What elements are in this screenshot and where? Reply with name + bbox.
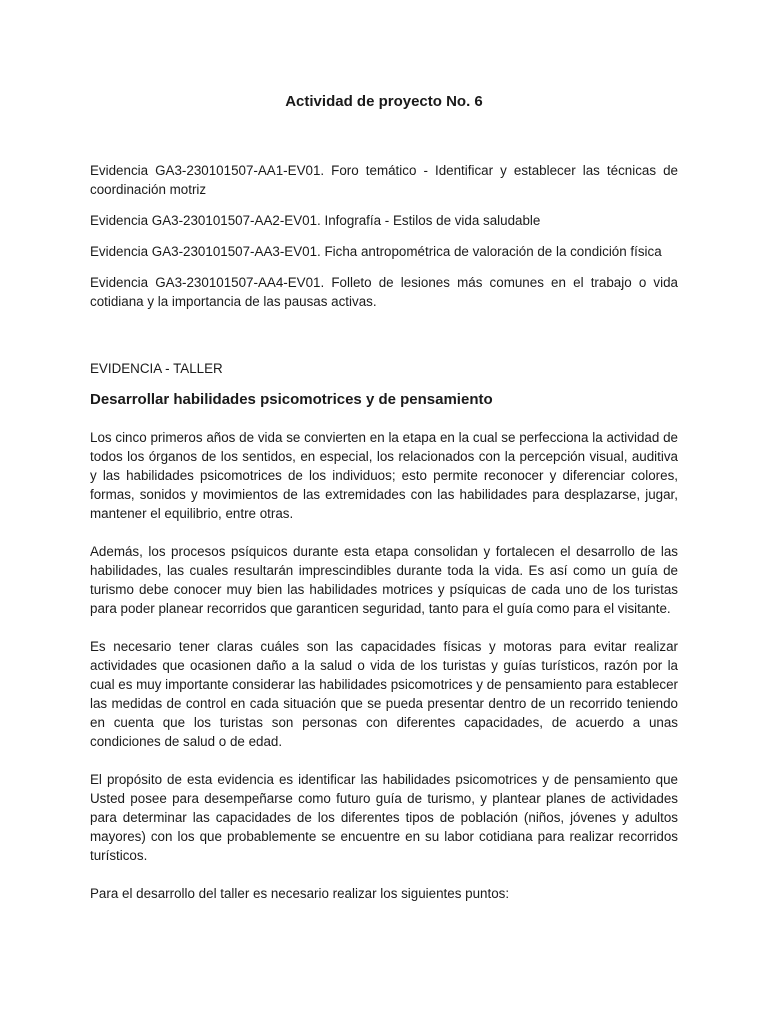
section-heading: Desarrollar habilidades psicomotrices y de pensamiento (90, 391, 493, 408)
evidence-item: Evidencia GA3-230101507-AA4-EV01. Folleto de lesiones más comunes en el trabajo o vida cotidiana y la importancia de las pausas activas. (90, 275, 678, 309)
paragraph: Los cinco primeros años de vida se convierten en la etapa en la cual se perfecciona la actividad de todos los órganos de los sentidos, en especial, los relacionados con la percepción visual, auditiva y las habilidades psicomotrices de los individuos; esto permite reconocer y diferenciar colores, formas, sonidos y movimientos de las extremidades con las habilidades para desplazarse, jugar, mantener el equilibrio, entre otras. (90, 430, 678, 521)
evidence-item: Evidencia GA3-230101507-AA3-EV01. Ficha antropométrica de valoración de la condición física (90, 244, 662, 259)
section-label: EVIDENCIA - TALLER (90, 361, 223, 376)
paragraph: El propósito de esta evidencia es identificar las habilidades psicomotrices y de pensamiento que Usted posee para desempeñarse como futuro guía de turismo, y plantear planes de actividades para determinar las capacidades de los diferentes tipos de población (niños, jóvenes y adultos mayores) con los que probablemente se encuentre en su labor cotidiana para realizar recorridos turísticos. (90, 772, 678, 863)
paragraph: Además, los procesos psíquicos durante esta etapa consolidan y fortalecen el desarrollo de las habilidades, las cuales resultarán imprescindibles durante toda la vida. Es así como un guía de turismo debe conocer muy bien las habilidades motrices y psíquicas de cada uno de los turistas para poder planear recorridos que garanticen seguridad, tanto para el guía como para el visitante. (90, 544, 678, 616)
page-title: Actividad de proyecto No. 6 (285, 93, 483, 110)
evidence-item: Evidencia GA3-230101507-AA2-EV01. Infografía - Estilos de vida saludable (90, 213, 541, 228)
evidence-item: Evidencia GA3-230101507-AA1-EV01. Foro temático - Identificar y establecer las técnicas de coordinación motriz (90, 163, 678, 197)
paragraph: Para el desarrollo del taller es necesario realizar los siguientes puntos: (90, 886, 510, 901)
body-text (90, 428, 678, 922)
paragraph: Es necesario tener claras cuáles son las capacidades físicas y motoras para evitar realizar actividades que ocasionen daño a la salud o vida de los turistas y guías turísticos, razón por la cual es muy importante considerar las habilidades psicomotrices y de pensamiento para establecer las medidas de control en cada situación que se pueda presentar dentro de un recorrido teniendo en cuenta que los turistas son personas con diferentes capacidades, de acuerdo a unas condiciones de salud o de edad. (90, 639, 679, 749)
evidence-list (90, 161, 678, 323)
